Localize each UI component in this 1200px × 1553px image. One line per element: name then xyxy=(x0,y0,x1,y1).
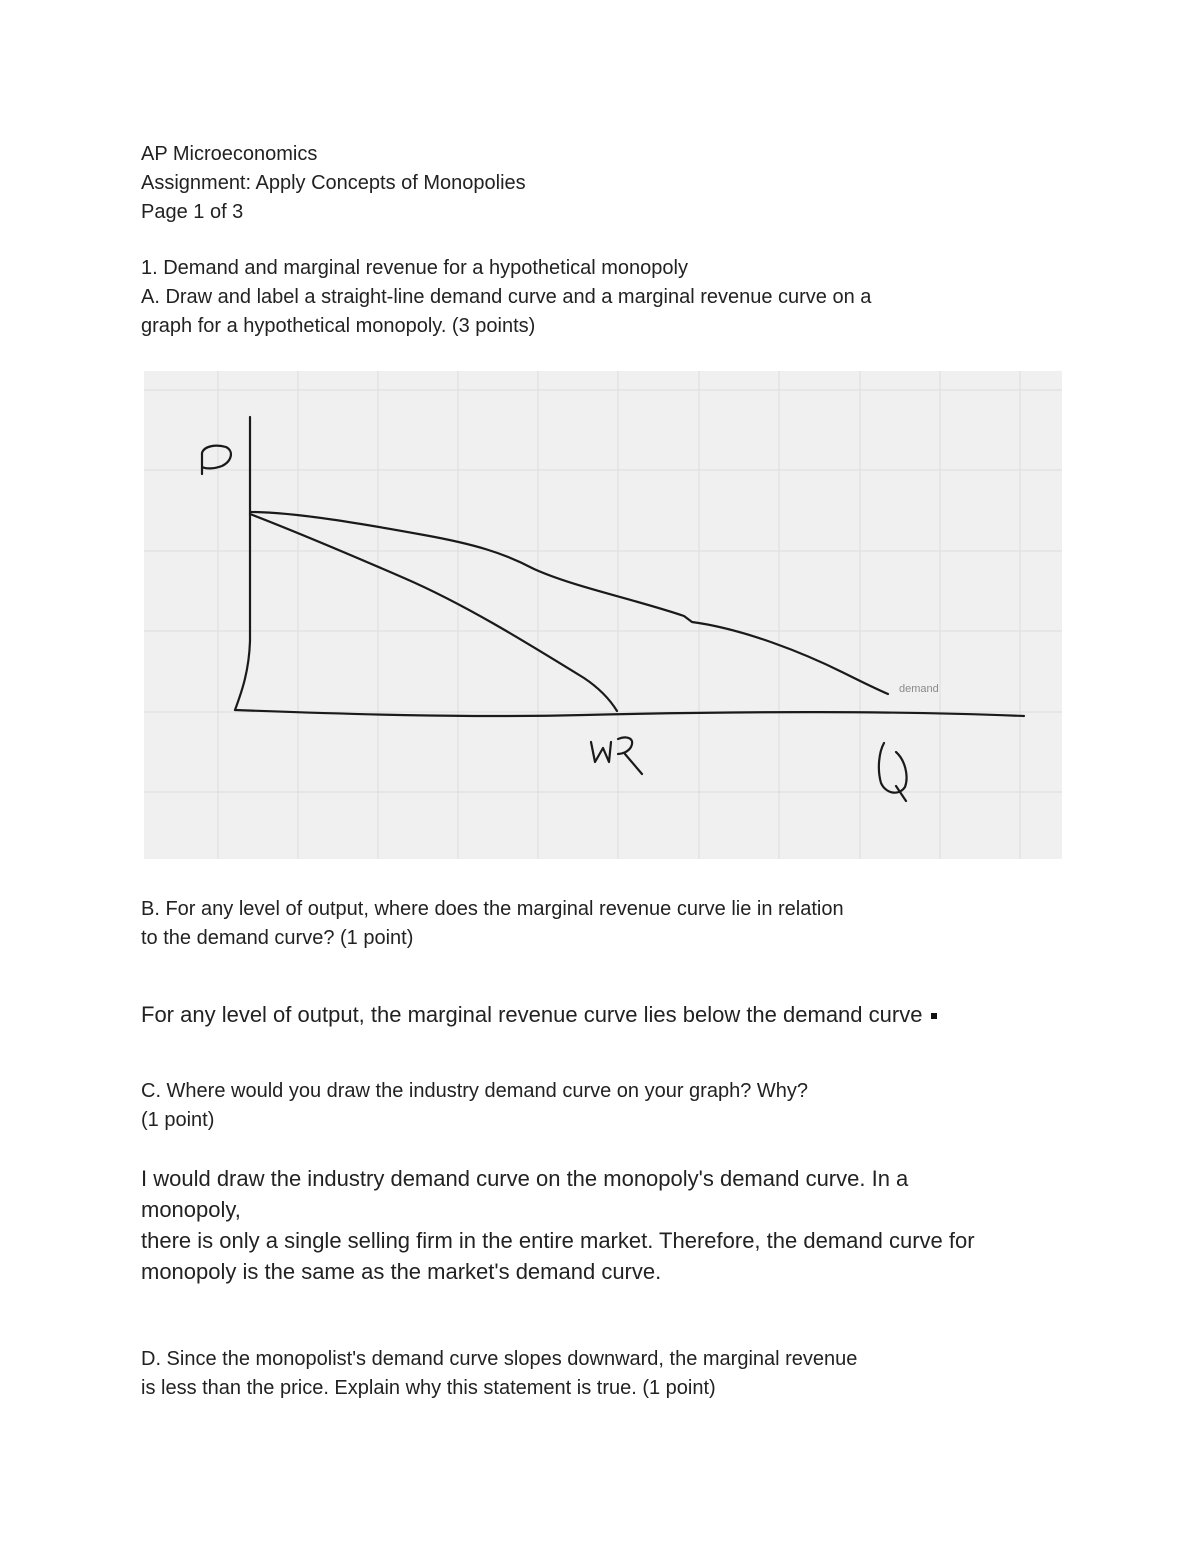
question-1a-line-1: A. Draw and label a straight-line demand curve and a marginal revenue curve on a xyxy=(141,286,872,308)
sketch-graph xyxy=(144,371,1062,859)
course-title: AP Microeconomics xyxy=(141,143,318,165)
end-mark xyxy=(931,1013,937,1019)
question-1c-line-1: C. Where would you draw the industry demand curve on your graph? Why? xyxy=(141,1080,809,1102)
drawing-canvas xyxy=(144,371,1062,859)
question-1c-line-2: (1 point) xyxy=(141,1109,215,1131)
mr-curve-label: MR xyxy=(590,758,594,760)
assignment-title: Assignment: Apply Concepts of Monopolies xyxy=(141,172,526,194)
question-1a-line-2: graph for a hypothetical monopoly. (3 points) xyxy=(141,315,536,337)
question-1d-line-1: D. Since the monopolist's demand curve slopes downward, the marginal revenue xyxy=(141,1348,858,1370)
x-axis-label: Q xyxy=(879,772,881,774)
canvas-background xyxy=(144,371,1062,859)
answer-1b-text: For any level of output, the marginal revenue curve lies below the demand curve xyxy=(141,1002,923,1027)
answer-1c-line-3: there is only a single selling firm in the entire market. Therefore, the demand curve for xyxy=(141,1228,975,1253)
answer-1c-line-1: I would draw the industry demand curve on the monopoly's demand curve. In a xyxy=(141,1166,909,1191)
question-1-title: 1. Demand and marginal revenue for a hypothetical monopoly xyxy=(141,257,688,279)
page-number: Page 1 of 3 xyxy=(141,201,244,223)
answer-1c-line-2: monopoly, xyxy=(141,1197,241,1222)
answer-1c-line-4: monopoly is the same as the market's demand curve. xyxy=(141,1259,662,1284)
y-axis-label: P xyxy=(200,462,202,464)
answer-1b xyxy=(141,999,937,1030)
question-1b-line-1: B. For any level of output, where does the marginal revenue curve lie in relation xyxy=(141,898,844,920)
demand-curve-label: demand xyxy=(899,683,939,695)
question-1b-line-2: to the demand curve? (1 point) xyxy=(141,927,414,949)
question-1d-line-2: is less than the price. Explain why this statement is true. (1 point) xyxy=(141,1377,716,1399)
